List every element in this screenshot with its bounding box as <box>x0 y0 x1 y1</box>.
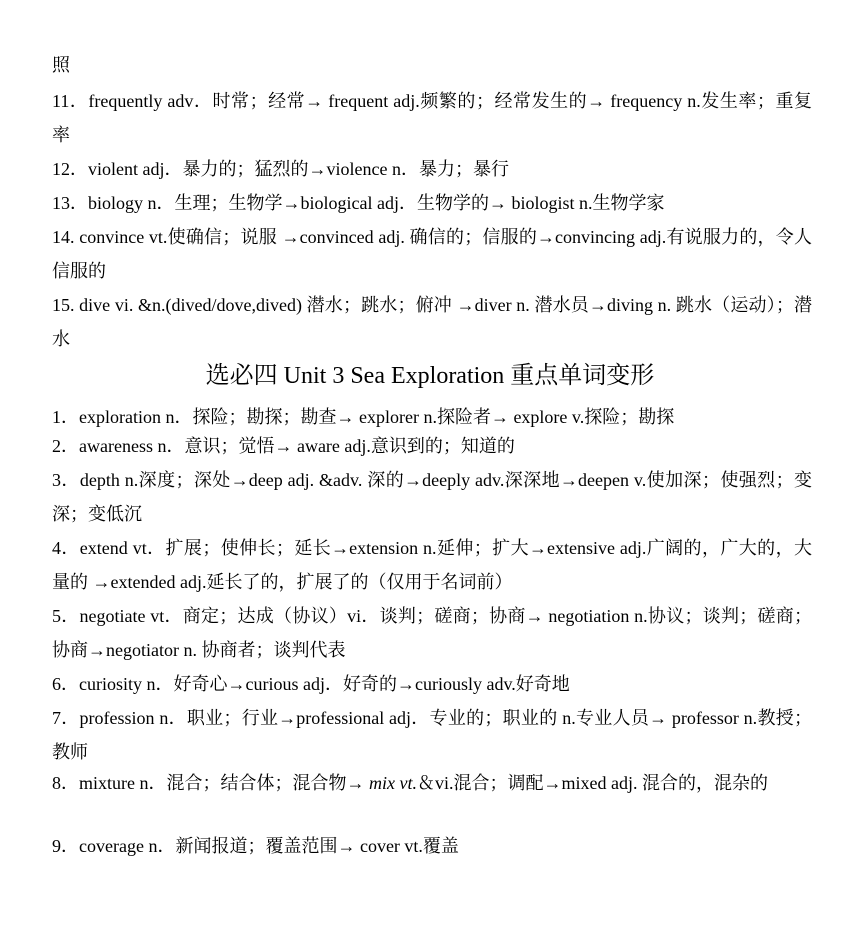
vocab-item-8-start: 8．mixture n．混合；结合体；混合物→ <box>52 773 369 793</box>
vocab-item-8 <box>52 766 812 800</box>
vocab-item-1: 1．exploration n．探险；勘探；勘查→ explorer n.探险者→ explore v.探险；勘探 <box>52 407 675 427</box>
vocab-item-14: 14. convince vt.使确信；说服 →convinced adj. 确信的；信服的→convincing adj.有说服力的，令人信服的 <box>52 227 812 281</box>
section-title: 选必四 Unit 3 Sea Exploration 重点单词变形 <box>205 363 655 389</box>
vocab-item-8-end: ＆vi.混合；调配→mixed adj. 混合的，混杂的 <box>416 773 768 793</box>
vocab-item-15: 15. dive vi. &n.(dived/dove,dived) 潜水；跳水；俯冲 →diver n. 潜水员→diving n. 跳水（运动）；潜水 <box>52 295 812 349</box>
vocab-item-9: 9．coverage n．新闻报道；覆盖范围→ cover vt.覆盖 <box>52 836 459 856</box>
vocab-item-11: 11．frequently adv．时常；经常→ frequent adj.频繁的；经常发生的→ frequency n.发生率；重复率 <box>52 91 812 145</box>
vocab-item-8-math: mix vt. <box>369 773 417 793</box>
vocab-item-5: 5．negotiate vt．商定；达成（协议）vi．谈判；磋商；协商→ negotiation n.协议；谈判；磋商；协商→negotiator n. 协商者；谈判代表 <box>52 606 812 660</box>
vocab-item-3: 3．depth n.深度；深处→deep adj. &adv. 深的→deeply adv.深深地→deepen v.使加深；使强烈；变深；变低沉 <box>52 470 812 524</box>
vocab-item-12: 12．violent adj．暴力的；猛烈的→violence n．暴力；暴行 <box>52 159 509 179</box>
vocab-item-6: 6．curiosity n．好奇心→curious adj．好奇的→curiously adv.好奇地 <box>52 674 570 694</box>
continuation-text: 照 <box>52 55 70 75</box>
vocab-item-7: 7．profession n．职业；行业→professional adj．专业的；职业的 n.专业人员→ professor n.教授；教师 <box>52 708 812 762</box>
vocab-item-4: 4．extend vt．扩展；使伸长；延长→extension n.延伸；扩大→extensive adj.广阔的，广大的，大量的 →extended adj.延长了的，扩展了的（仅用于名词前） <box>52 538 812 592</box>
vocab-item-13: 13．biology n．生理；生物学→biological adj．生物学的→ biologist n.生物学家 <box>52 193 665 213</box>
vocab-item-2: 2．awareness n．意识；觉悟→ aware adj.意识到的；知道的 <box>52 436 515 456</box>
